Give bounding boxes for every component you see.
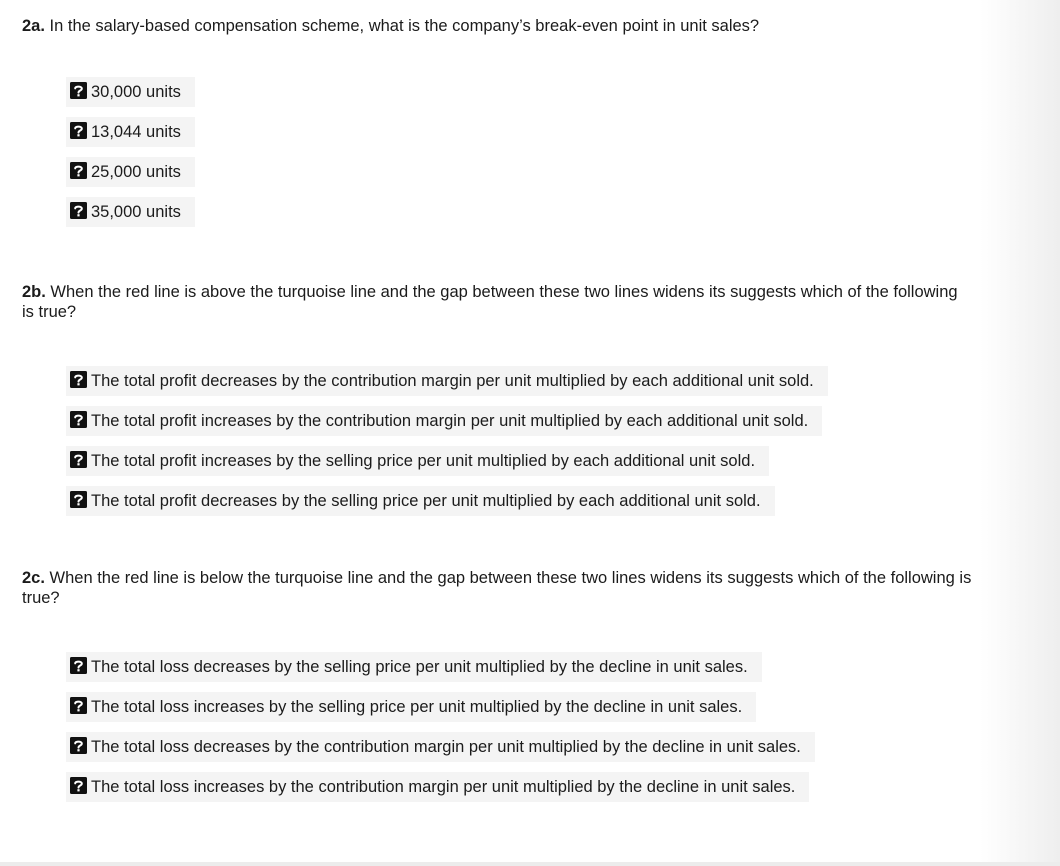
question-text: When the red line is below the turquoise line and the gap between these two lines widens its suggests which of the following is true? (22, 569, 972, 607)
option-label: The total profit increases by the contribution margin per unit multiplied by each additional unit sold. (91, 411, 809, 430)
hint-icon (70, 697, 87, 714)
answer-option[interactable] (66, 157, 195, 187)
question-prompt (22, 282, 972, 322)
hint-icon (70, 737, 87, 754)
option-label: The total loss decreases by the selling price per unit multiplied by the decline in unit sales. (91, 657, 748, 676)
hint-icon (70, 202, 87, 219)
answer-option[interactable] (66, 197, 195, 227)
question-prompt (22, 16, 972, 36)
answer-option[interactable] (66, 446, 769, 476)
question-number: 2b. (22, 283, 46, 301)
hint-icon (70, 122, 87, 139)
option-label: The total loss increases by the contribution margin per unit multiplied by the decline in unit sales. (91, 777, 796, 796)
question-2a (22, 16, 972, 227)
option-label: 13,044 units (91, 122, 181, 141)
option-label: 25,000 units (91, 162, 181, 181)
right-edge-shadow (980, 0, 1060, 866)
question-text: When the red line is above the turquoise line and the gap between these two lines widens its suggests which of the following is true? (22, 283, 958, 321)
hint-icon (70, 777, 87, 794)
answer-options (66, 652, 972, 802)
hint-icon (70, 162, 87, 179)
answer-option[interactable] (66, 77, 195, 107)
option-label: The total profit increases by the selling price per unit multiplied by each additional unit sold. (91, 451, 756, 470)
option-label: 30,000 units (91, 82, 181, 101)
question-number: 2a. (22, 17, 45, 35)
answer-option[interactable] (66, 366, 828, 396)
hint-icon (70, 411, 87, 428)
option-label: The total loss decreases by the contribution margin per unit multiplied by the decline in unit sales. (91, 737, 801, 756)
answer-option[interactable] (66, 772, 809, 802)
answer-option[interactable] (66, 692, 756, 722)
answer-options (66, 366, 972, 516)
answer-option[interactable] (66, 486, 775, 516)
option-label: The total loss increases by the selling price per unit multiplied by the decline in unit sales. (91, 697, 743, 716)
question-2c (22, 568, 972, 802)
question-2b (22, 282, 972, 516)
option-label: 35,000 units (91, 202, 181, 221)
answer-option[interactable] (66, 406, 822, 436)
option-label: The total profit decreases by the selling price per unit multiplied by each additional unit sold. (91, 491, 761, 510)
answer-option[interactable] (66, 117, 195, 147)
hint-icon (70, 451, 87, 468)
answer-option[interactable] (66, 732, 815, 762)
option-label: The total profit decreases by the contribution margin per unit multiplied by each additional unit sold. (91, 371, 814, 390)
answer-options (66, 77, 972, 227)
hint-icon (70, 371, 87, 388)
hint-icon (70, 491, 87, 508)
hint-icon (70, 657, 87, 674)
bottom-divider (0, 862, 1060, 866)
question-number: 2c. (22, 569, 45, 587)
question-prompt (22, 568, 972, 608)
question-text: In the salary-based compensation scheme, what is the company’s break-even point in unit sales? (44, 17, 760, 35)
hint-icon (70, 82, 87, 99)
answer-option[interactable] (66, 652, 762, 682)
